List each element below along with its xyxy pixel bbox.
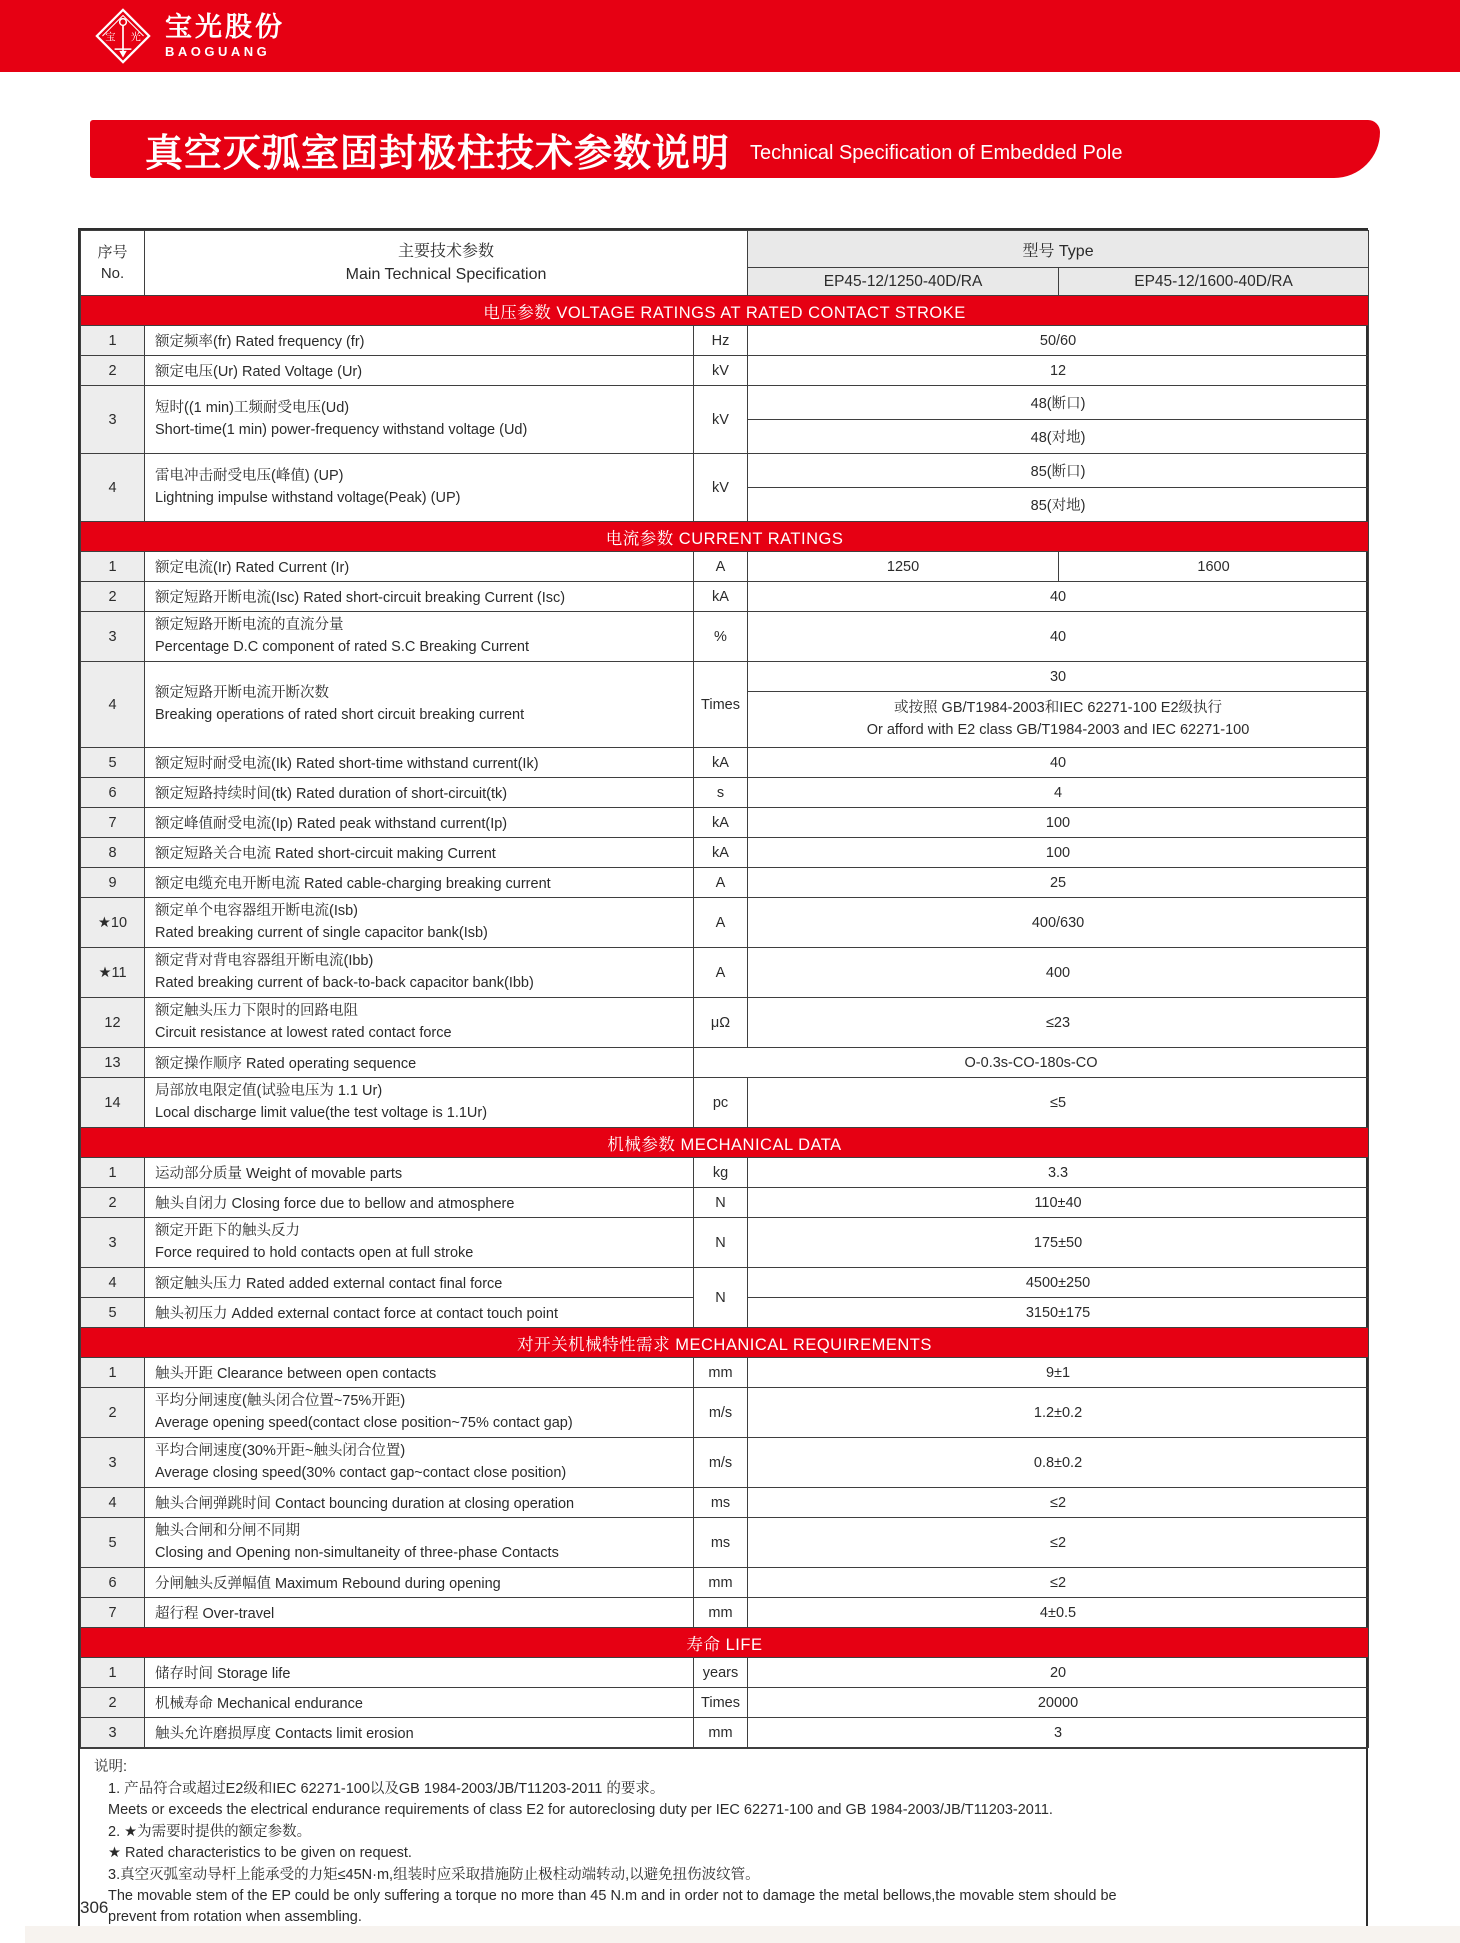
row-number-cell: 2 [81, 582, 145, 612]
row-number-cell: 3 [81, 1438, 145, 1488]
spec-line-cn: 雷电冲击耐受电压(峰值) (UP) [155, 468, 344, 485]
value-cell: 20000 [748, 1688, 1369, 1718]
table-row [81, 552, 1369, 582]
table-row [81, 1488, 1369, 1518]
page-title-en: Technical Specification of Embedded Pole [750, 141, 1123, 164]
row-number-cell: 7 [81, 808, 145, 838]
section-header: 电压参数 VOLTAGE RATINGS AT RATED CONTACT STROKE [81, 296, 1369, 326]
value-cell: 4±0.5 [748, 1598, 1369, 1628]
spec-cell: 运动部分质量 Weight of movable parts [145, 1158, 694, 1188]
unit-cell: N [694, 1188, 748, 1218]
value-cell: 20 [748, 1658, 1369, 1688]
section-bar-row [81, 522, 1369, 552]
unit-cell: s [694, 778, 748, 808]
section-header: 电流参数 CURRENT RATINGS [81, 522, 1369, 552]
table-row [81, 838, 1369, 868]
spec-line-en: Circuit resistance at lowest rated contact force [155, 1024, 452, 1041]
row-number-cell: 5 [81, 1298, 145, 1328]
value-cell: 3 [748, 1718, 1369, 1748]
value-cell [748, 692, 1369, 748]
value-line-cn: 或按照 GB/T1984-2003和IEC 62271-100 E2级执行 [894, 700, 1223, 717]
section-bar-row [81, 1128, 1369, 1158]
unit-cell: ms [694, 1488, 748, 1518]
spec-line-cn: 额定单个电容器组开断电流(Isb) [155, 903, 358, 920]
table-row [81, 898, 1369, 948]
spec-cell [145, 1518, 694, 1568]
spec-cell: 额定频率(fr) Rated frequency (fr) [145, 326, 694, 356]
table-row [81, 1718, 1369, 1748]
row-number-cell: ★11 [81, 948, 145, 998]
no-header-cn: 序号 [97, 244, 128, 261]
table-row [81, 356, 1369, 386]
baoguang-logo [95, 8, 285, 64]
unit-cell: kA [694, 748, 748, 778]
row-number-cell: 4 [81, 454, 145, 522]
table-row [81, 582, 1369, 612]
unit-cell: ms [694, 1518, 748, 1568]
value-cell: 1.2±0.2 [748, 1388, 1369, 1438]
notes-block [80, 1748, 1366, 1939]
spec-cell: 额定电压(Ur) Rated Voltage (Ur) [145, 356, 694, 386]
page-number: 306 [80, 1898, 109, 1917]
row-number-cell: 4 [81, 1268, 145, 1298]
value-cell: 4 [748, 778, 1369, 808]
spec-header-cell [145, 231, 748, 296]
row-number-cell: 2 [81, 356, 145, 386]
unit-cell: Times [694, 1688, 748, 1718]
spec-cell: 超行程 Over-travel [145, 1598, 694, 1628]
spec-line-cn: 额定背对背电容器组开断电流(Ibb) [155, 953, 374, 970]
spec-line-cn: 额定短路开断电流开断次数 [155, 685, 329, 702]
value-cell: 110±40 [748, 1188, 1369, 1218]
unit-cell: A [694, 552, 748, 582]
table-row [81, 748, 1369, 778]
note-line: The movable stem of the EP could be only suffering a torque no more than 45 N.m and in order not to damage the metal bellows,the movable stem should be [108, 1888, 1117, 1905]
table-row [81, 1688, 1369, 1718]
spec-cell: 分闸触头反弹幅值 Maximum Rebound during opening [145, 1568, 694, 1598]
row-number-cell: 1 [81, 326, 145, 356]
table-row [81, 1388, 1369, 1438]
value-cell: ≤5 [748, 1078, 1369, 1128]
table-row [81, 1658, 1369, 1688]
table-row [81, 808, 1369, 838]
section-bar-row [81, 1328, 1369, 1358]
brand-header-bar [0, 0, 1460, 72]
row-number-cell: 12 [81, 998, 145, 1048]
unit-cell: A [694, 898, 748, 948]
brand-text [165, 14, 285, 58]
note-line: prevent from rotation when assembling. [108, 1909, 362, 1926]
unit-cell: kA [694, 838, 748, 868]
value-cell: 3150±175 [748, 1298, 1369, 1328]
section-bar-row [81, 1628, 1369, 1658]
row-number-cell: 3 [81, 612, 145, 662]
spec-line-en: Breaking operations of rated short circuit breaking current [155, 706, 525, 723]
spec-header-en: Main Technical Specification [345, 266, 547, 283]
spec-cell [145, 612, 694, 662]
brand-name-en: BAOGUANG [165, 44, 271, 59]
table-row [81, 1188, 1369, 1218]
value-cell: 40 [748, 748, 1369, 778]
spec-cell [145, 1218, 694, 1268]
spec-cell [145, 998, 694, 1048]
no-header-en: No. [100, 265, 125, 282]
spec-cell: 额定触头压力 Rated added external contact final force [145, 1268, 694, 1298]
value-cell: 9±1 [748, 1358, 1369, 1388]
value-cell: 40 [748, 612, 1369, 662]
value-cell: O-0.3s-CO-180s-CO [694, 1048, 1369, 1078]
unit-cell: mm [694, 1358, 748, 1388]
spec-line-cn: 平均分闸速度(触头闭合位置~75%开距) [155, 1393, 406, 1410]
value-cell: 400 [748, 948, 1369, 998]
value-cell: ≤23 [748, 998, 1369, 1048]
svg-text:宝: 宝 [105, 32, 116, 44]
spec-cell [145, 454, 694, 522]
spec-cell: 额定峰值耐受电流(Ip) Rated peak withstand current(Ip) [145, 808, 694, 838]
table-header-row [81, 231, 1369, 268]
table-row [81, 1218, 1369, 1268]
value-cell: 3.3 [748, 1158, 1369, 1188]
value-cell: 85(对地) [748, 488, 1369, 522]
row-number-cell: 2 [81, 1688, 145, 1718]
spec-table [80, 230, 1369, 1748]
row-number-cell: 1 [81, 1658, 145, 1688]
table-row [81, 778, 1369, 808]
table-row [81, 612, 1369, 662]
spec-cell: 额定电缆充电开断电流 Rated cable-charging breaking current [145, 868, 694, 898]
row-number-cell: 1 [81, 1158, 145, 1188]
spec-line-en: Local discharge limit value(the test voltage is 1.1Ur) [155, 1104, 488, 1121]
type-header-cell: 型号 Type [748, 231, 1369, 268]
spec-cell [145, 1438, 694, 1488]
row-number-cell: ★10 [81, 898, 145, 948]
spec-line-cn: 额定开距下的触头反力 [155, 1223, 300, 1240]
unit-cell: m/s [694, 1388, 748, 1438]
spec-cell [145, 386, 694, 454]
table-row [81, 1358, 1369, 1388]
spec-cell: 额定短路开断电流(Isc) Rated short-circuit breaking Current (Isc) [145, 582, 694, 612]
value-cell: 50/60 [748, 326, 1369, 356]
unit-cell: m/s [694, 1438, 748, 1488]
value-cell: 100 [748, 838, 1369, 868]
spec-cell [145, 948, 694, 998]
note-line: 1. 产品符合或超过E2级和IEC 62271-100以及GB 1984-2003/JB/T11203-2011 的要求。 [108, 1780, 665, 1797]
specification-sheet [78, 228, 1368, 1941]
value-cell: 40 [748, 582, 1369, 612]
value-cell: ≤2 [748, 1518, 1369, 1568]
diamond-logo-icon [95, 8, 151, 64]
spec-cell [145, 1078, 694, 1128]
unit-cell: Times [694, 662, 748, 748]
spec-cell: 触头允许磨损厚度 Contacts limit erosion [145, 1718, 694, 1748]
unit-cell: kA [694, 582, 748, 612]
spec-cell [145, 898, 694, 948]
spec-cell [145, 662, 694, 748]
table-row [81, 326, 1369, 356]
row-number-cell: 2 [81, 1188, 145, 1218]
spec-cell: 额定短路关合电流 Rated short-circuit making Current [145, 838, 694, 868]
table-row [81, 998, 1369, 1048]
value-cell: 1250 [748, 552, 1059, 582]
table-row [81, 1518, 1369, 1568]
table-row [81, 948, 1369, 998]
section-header: 寿命 LIFE [81, 1628, 1369, 1658]
row-number-cell: 6 [81, 778, 145, 808]
row-number-cell: 4 [81, 662, 145, 748]
row-number-cell: 8 [81, 838, 145, 868]
value-cell: 48(对地) [748, 420, 1369, 454]
note-line: ★ Rated characteristics to be given on request. [108, 1845, 412, 1862]
spec-cell: 额定短路持续时间(tk) Rated duration of short-circuit(tk) [145, 778, 694, 808]
unit-cell: kV [694, 454, 748, 522]
row-number-cell: 4 [81, 1488, 145, 1518]
value-cell: 175±50 [748, 1218, 1369, 1268]
unit-cell: pc [694, 1078, 748, 1128]
spec-header-cn: 主要技术参数 [398, 242, 495, 260]
row-number-cell: 3 [81, 1218, 145, 1268]
spec-cell: 额定操作顺序 Rated operating sequence [145, 1048, 694, 1078]
row-number-cell: 13 [81, 1048, 145, 1078]
spec-line-cn: 额定触头压力下限时的回路电阻 [155, 1003, 358, 1020]
spec-cell: 触头初压力 Added external contact force at contact touch point [145, 1298, 694, 1328]
unit-cell: kV [694, 356, 748, 386]
spec-line-cn: 额定短路开断电流的直流分量 [155, 617, 344, 634]
value-cell: 400/630 [748, 898, 1369, 948]
row-number-cell: 3 [81, 1718, 145, 1748]
value-cell: 48(断口) [748, 386, 1369, 420]
unit-cell: kV [694, 386, 748, 454]
spec-line-cn: 短时((1 min)工频耐受电压(Ud) [155, 400, 350, 417]
spec-line-en: Short-time(1 min) power-frequency withstand voltage (Ud) [155, 421, 528, 438]
spec-cell: 额定电流(Ir) Rated Current (Ir) [145, 552, 694, 582]
notes-label: 说明: [94, 1759, 128, 1775]
row-number-cell: 9 [81, 868, 145, 898]
note-line: 3.真空灭弧室动导杆上能承受的力矩≤45N·m,组装时应采取措施防止极柱动端转动,以避免扭伤波纹管。 [108, 1866, 760, 1883]
unit-cell: % [694, 612, 748, 662]
unit-cell: Hz [694, 326, 748, 356]
row-number-cell: 5 [81, 1518, 145, 1568]
table-row [81, 454, 1369, 488]
row-number-cell: 14 [81, 1078, 145, 1128]
value-cell: 1600 [1059, 552, 1369, 582]
value-cell: 4500±250 [748, 1268, 1369, 1298]
unit-cell: N [694, 1218, 748, 1268]
unit-cell: A [694, 868, 748, 898]
spec-line-en: Percentage D.C component of rated S.C Breaking Current [155, 638, 529, 655]
table-row [81, 1438, 1369, 1488]
spec-cell: 机械寿命 Mechanical endurance [145, 1688, 694, 1718]
row-number-cell: 6 [81, 1568, 145, 1598]
unit-cell: kA [694, 808, 748, 838]
footer-strip [25, 1926, 1460, 1943]
row-number-cell: 3 [81, 386, 145, 454]
table-row [81, 1268, 1369, 1298]
table-row [81, 386, 1369, 420]
type-name-cell: EP45-12/1250-40D/RA [748, 268, 1059, 296]
section-header: 对开关机械特性需求 MECHANICAL REQUIREMENTS [81, 1328, 1369, 1358]
no-header-cell [81, 231, 145, 296]
page-title-cn: 真空灭弧室固封极柱技术参数说明 [145, 132, 731, 175]
value-cell: 25 [748, 868, 1369, 898]
table-row [81, 1078, 1369, 1128]
unit-cell: years [694, 1658, 748, 1688]
spec-line-cn: 局部放电限定值(试验电压为 1.1 Ur) [155, 1083, 383, 1100]
unit-cell: N [694, 1268, 748, 1328]
value-cell: 12 [748, 356, 1369, 386]
page-title-banner [90, 120, 1380, 178]
spec-cell: 额定短时耐受电流(Ik) Rated short-time withstand current(Ik) [145, 748, 694, 778]
unit-cell: kg [694, 1158, 748, 1188]
note-line: Meets or exceeds the electrical endurance requirements of class E2 for autoreclosing duty per IEC 62271-100 and GB 1984-2003/JB/T11203-2011. [108, 1802, 1053, 1819]
note-line: 2. ★为需要时提供的额定参数。 [108, 1823, 312, 1840]
spec-line-en: Average closing speed(30% contact gap~contact close position) [155, 1464, 567, 1481]
value-cell: 0.8±0.2 [748, 1438, 1369, 1488]
spec-line-cn: 触头合闸和分闸不同期 [155, 1523, 300, 1540]
spec-cell: 触头开距 Clearance between open contacts [145, 1358, 694, 1388]
brand-name-cn: 宝光股份 [165, 12, 285, 42]
section-header: 机械参数 MECHANICAL DATA [81, 1128, 1369, 1158]
spec-line-en: Lightning impulse withstand voltage(Peak) (UP) [155, 489, 461, 506]
type-name-cell: EP45-12/1600-40D/RA [1059, 268, 1369, 296]
spec-cell [145, 1388, 694, 1438]
row-number-cell: 5 [81, 748, 145, 778]
table-row [81, 1048, 1369, 1078]
spec-cell: 触头合闸弹跳时间 Contact bouncing duration at closing operation [145, 1488, 694, 1518]
value-cell: ≤2 [748, 1488, 1369, 1518]
spec-line-en: Rated breaking current of back-to-back capacitor bank(Ibb) [155, 974, 534, 991]
section-bar-row [81, 296, 1369, 326]
spec-line-en: Average opening speed(contact close position~75% contact gap) [155, 1414, 573, 1431]
value-cell: 100 [748, 808, 1369, 838]
spec-line-en: Force required to hold contacts open at full stroke [155, 1244, 474, 1261]
spec-line-en: Closing and Opening non-simultaneity of three-phase Contacts [155, 1544, 559, 1561]
table-row [81, 1158, 1369, 1188]
table-row [81, 1568, 1369, 1598]
unit-cell: mm [694, 1718, 748, 1748]
value-line-en: Or afford with E2 class GB/T1984-2003 and IEC 62271-100 [866, 721, 1250, 738]
table-row [81, 1598, 1369, 1628]
unit-cell: mm [694, 1568, 748, 1598]
row-number-cell: 1 [81, 552, 145, 582]
row-number-cell: 7 [81, 1598, 145, 1628]
row-number-cell: 1 [81, 1358, 145, 1388]
table-row [81, 868, 1369, 898]
unit-cell: A [694, 948, 748, 998]
value-cell: 30 [748, 662, 1369, 692]
unit-cell: μΩ [694, 998, 748, 1048]
spec-cell: 触头自闭力 Closing force due to bellow and atmosphere [145, 1188, 694, 1218]
value-cell: ≤2 [748, 1568, 1369, 1598]
value-cell: 85(断口) [748, 454, 1369, 488]
unit-cell: mm [694, 1598, 748, 1628]
spec-cell: 储存时间 Storage life [145, 1658, 694, 1688]
row-number-cell: 2 [81, 1388, 145, 1438]
table-row [81, 662, 1369, 692]
spec-line-cn: 平均合闸速度(30%开距~触头闭合位置) [155, 1443, 406, 1460]
spec-line-en: Rated breaking current of single capacitor bank(Isb) [155, 924, 488, 941]
svg-text:光: 光 [130, 32, 141, 44]
